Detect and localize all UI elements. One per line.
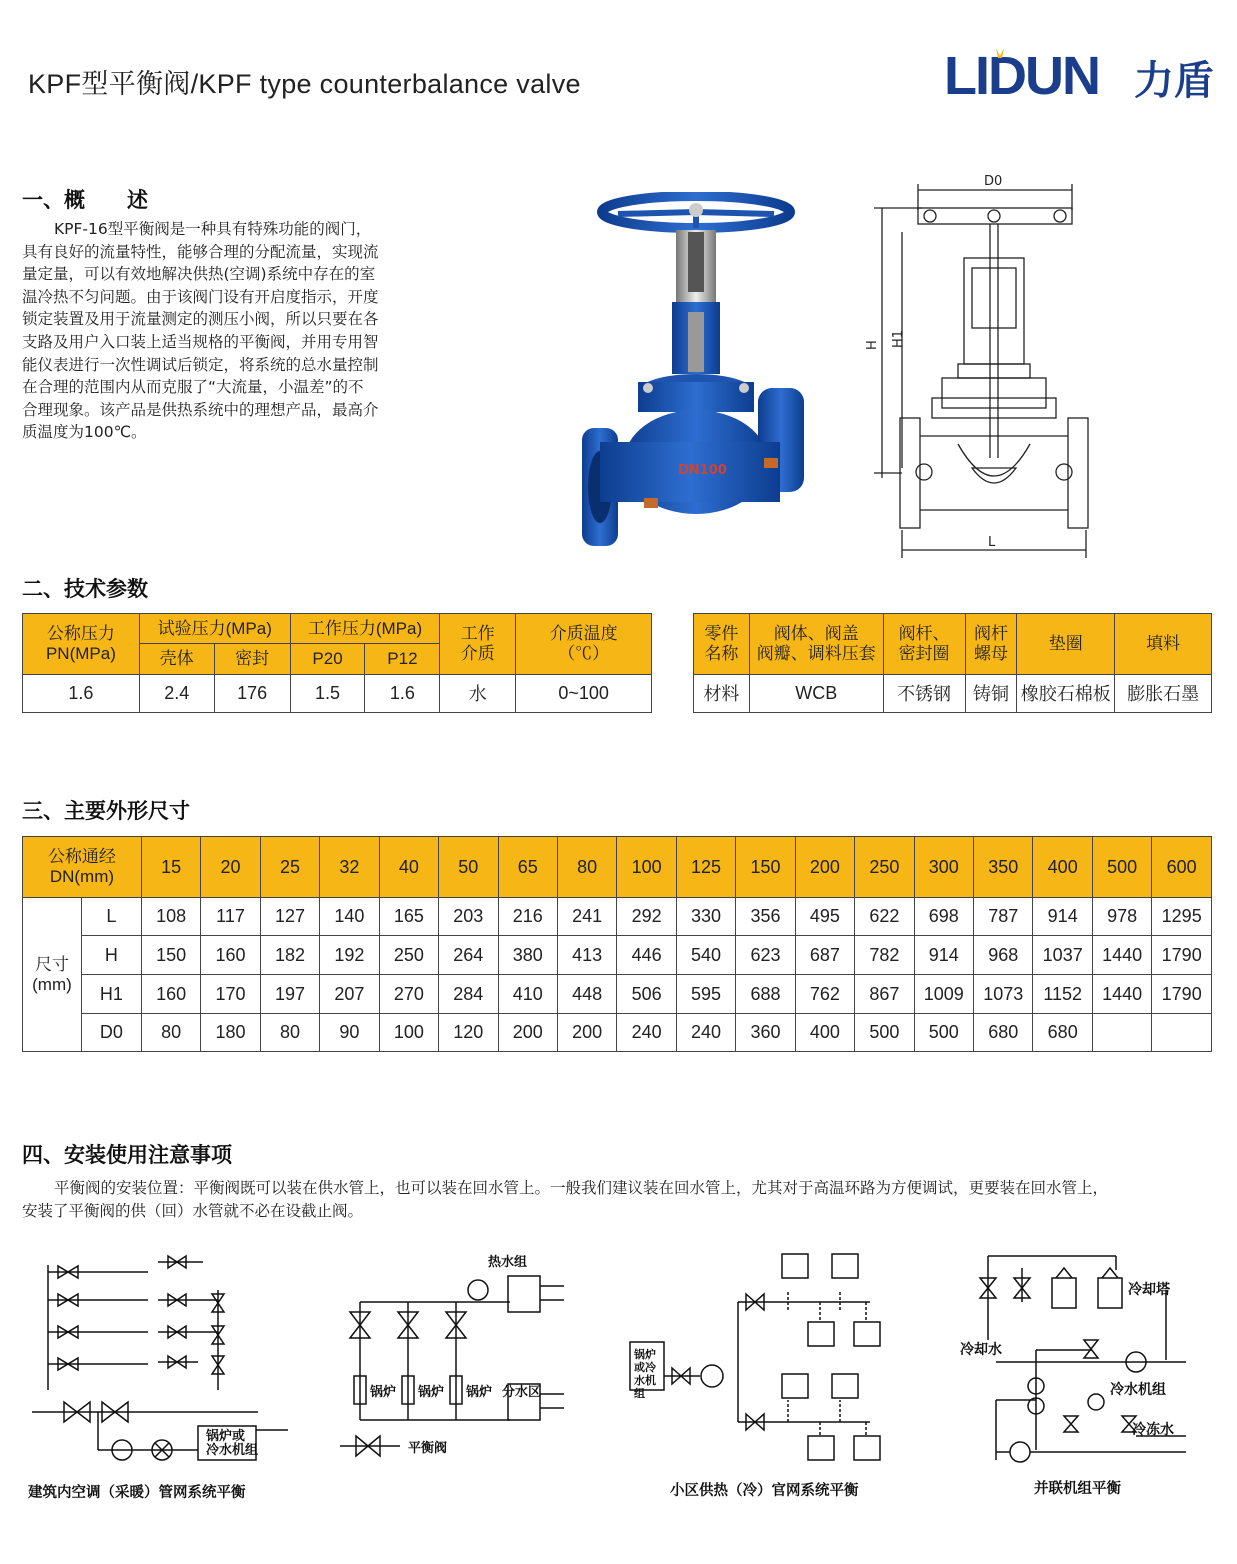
boiler1-label: 锅炉 bbox=[370, 1385, 397, 1400]
dim-cell: 117 bbox=[201, 898, 260, 936]
dn-cell: 20 bbox=[201, 837, 260, 898]
dim-cell: 356 bbox=[736, 898, 795, 936]
dn-cell: 200 bbox=[795, 837, 854, 898]
dim-cell: 1037 bbox=[1033, 936, 1092, 975]
dim-cell: 1073 bbox=[974, 975, 1033, 1014]
dim-cell: 688 bbox=[736, 975, 795, 1014]
dim-cell: 380 bbox=[498, 936, 557, 975]
dim-cell: 240 bbox=[617, 1014, 676, 1052]
value-p20: 1.5 bbox=[290, 674, 365, 712]
value-p12: 1.6 bbox=[365, 674, 440, 712]
d1-box-label: 锅炉或 bbox=[206, 1429, 246, 1444]
dn-cell: 125 bbox=[676, 837, 735, 898]
dim-cell: 182 bbox=[260, 936, 319, 975]
dim-cell: 330 bbox=[676, 898, 735, 936]
dim-cell: 698 bbox=[914, 898, 973, 936]
dn-cell: 250 bbox=[855, 837, 914, 898]
value-medium: 水 bbox=[440, 674, 516, 712]
valve-dimension-drawing bbox=[862, 168, 1092, 560]
dim-row-name: L bbox=[81, 898, 141, 936]
dim-cell: 867 bbox=[855, 975, 914, 1014]
dim-cell: 762 bbox=[795, 975, 854, 1014]
label-h1: H1 bbox=[891, 329, 906, 348]
diagram-district-heating bbox=[620, 1250, 890, 1470]
dim-cell: 978 bbox=[1092, 898, 1151, 936]
seal-header: 密封 bbox=[214, 644, 290, 674]
gasket-header: 垫圈 bbox=[1017, 614, 1115, 675]
dim-cell: 413 bbox=[557, 936, 616, 975]
boiler3-label: 锅炉 bbox=[466, 1385, 493, 1400]
p20-header: P20 bbox=[290, 644, 365, 674]
dim-cell: 80 bbox=[141, 1014, 200, 1052]
dn-header: 公称通经 DN(mm) bbox=[23, 837, 142, 898]
dim-cell: 595 bbox=[676, 975, 735, 1014]
install-line: 平衡阀的安装位置：平衡阀既可以装在供水管上，也可以装在回水管上。一般我们建议装在回水管上，尤其对于高温环路为方便调试，更要装在回水管上， bbox=[54, 1179, 1109, 1197]
diagram-parallel-units bbox=[956, 1250, 1206, 1470]
dn-cell: 50 bbox=[439, 837, 498, 898]
dim-cell: 216 bbox=[498, 898, 557, 936]
packing-header: 填料 bbox=[1115, 614, 1212, 675]
dim-cell: 360 bbox=[736, 1014, 795, 1052]
p12-header: P12 bbox=[365, 644, 440, 674]
overview-heading: 一、概 述 bbox=[22, 188, 148, 212]
value-shell: 2.4 bbox=[139, 674, 214, 712]
diagram3-caption: 小区供热（冷）官网系统平衡 bbox=[670, 1483, 859, 1499]
dim-cell: 100 bbox=[379, 1014, 438, 1052]
dim-cell: 240 bbox=[676, 1014, 735, 1052]
overview-line: 锁定装置及用于流量测定的测压小阀，所以只要在各 bbox=[22, 310, 379, 329]
svg-text:LIDUN: LIDUN bbox=[944, 46, 1099, 104]
overview-line: KPF-16型平衡阀是一种具有特殊功能的阀门， bbox=[54, 220, 372, 238]
dim-cell: 203 bbox=[439, 898, 498, 936]
pn-header: 公称压力 PN(MPa) bbox=[23, 614, 140, 675]
dim-cell: 1152 bbox=[1033, 975, 1092, 1014]
dn-cell: 100 bbox=[617, 837, 676, 898]
dim-cell: 1440 bbox=[1092, 975, 1151, 1014]
dn-cell: 500 bbox=[1092, 837, 1151, 898]
material-stem: 不锈钢 bbox=[883, 674, 965, 712]
dim-cell: 410 bbox=[498, 975, 557, 1014]
size-label: 尺寸 (mm) bbox=[23, 898, 82, 1052]
dim-cell: 968 bbox=[974, 936, 1033, 975]
diagram-boiler-system bbox=[330, 1250, 580, 1470]
dim-cell: 500 bbox=[914, 1014, 973, 1052]
dim-cell: 197 bbox=[260, 975, 319, 1014]
pressure-table bbox=[22, 613, 652, 713]
cooling-water-label: 冷却水 bbox=[960, 1342, 1002, 1358]
dim-cell: 270 bbox=[379, 975, 438, 1014]
value-temp: 0~100 bbox=[516, 674, 652, 712]
hot-group-label: 热水组 bbox=[488, 1255, 528, 1270]
dimension-table bbox=[22, 836, 1212, 1052]
material-table bbox=[693, 613, 1212, 713]
dim-cell: 108 bbox=[141, 898, 200, 936]
dim-cell: 150 bbox=[141, 936, 200, 975]
label-d0: D0 bbox=[984, 174, 1003, 189]
svg-text:DN100: DN100 bbox=[678, 463, 727, 478]
dim-cell: 787 bbox=[974, 898, 1033, 936]
dim-cell: 446 bbox=[617, 936, 676, 975]
chiller-label: 冷水机组 bbox=[1110, 1382, 1166, 1398]
overview-line: 具有良好的流量特性，能够合理的分配流量，实现流 bbox=[22, 242, 379, 261]
medium-header: 工作 介质 bbox=[440, 614, 516, 675]
dim-cell: 506 bbox=[617, 975, 676, 1014]
dim-cell: 680 bbox=[974, 1014, 1033, 1052]
material-packing: 膨胀石墨 bbox=[1115, 674, 1212, 712]
body-header: 阀体、阀盖 阀瓣、调料压套 bbox=[749, 614, 883, 675]
dn-cell: 400 bbox=[1033, 837, 1092, 898]
dim-cell: 1790 bbox=[1152, 975, 1212, 1014]
dim-cell: 200 bbox=[498, 1014, 557, 1052]
part-name-header: 零件 名称 bbox=[694, 614, 750, 675]
dim-cell: 448 bbox=[557, 975, 616, 1014]
dim-cell: 680 bbox=[1033, 1014, 1092, 1052]
dim-cell: 540 bbox=[676, 936, 735, 975]
dim-cell: 170 bbox=[201, 975, 260, 1014]
overview-line: 量定量，可以有效地解决供热(空调)系统中存在的室 bbox=[22, 265, 376, 284]
dim-cell: 495 bbox=[795, 898, 854, 936]
dim-cell: 160 bbox=[141, 975, 200, 1014]
dn-cell: 25 bbox=[260, 837, 319, 898]
cooling-tower-label: 冷却塔 bbox=[1128, 1282, 1170, 1298]
dn-cell: 15 bbox=[141, 837, 200, 898]
dim-cell: 180 bbox=[201, 1014, 260, 1052]
dim-cell: 120 bbox=[439, 1014, 498, 1052]
dim-cell: 90 bbox=[320, 1014, 379, 1052]
diagram4-caption: 并联机组平衡 bbox=[1034, 1481, 1121, 1497]
dim-cell: 160 bbox=[201, 936, 260, 975]
dim-cell: 241 bbox=[557, 898, 616, 936]
dn-cell: 32 bbox=[320, 837, 379, 898]
temp-header: 介质温度 （℃） bbox=[516, 614, 652, 675]
dim-cell: 264 bbox=[439, 936, 498, 975]
dims-heading: 三、主要外形尺寸 bbox=[22, 799, 190, 823]
test-pressure-header: 试验压力(MPa) bbox=[139, 614, 290, 644]
dim-row-name: H bbox=[81, 936, 141, 975]
svg-text:锅炉 或冷 水机 组: 锅炉 或冷 水机 组 bbox=[634, 1348, 656, 1400]
dim-cell: 165 bbox=[379, 898, 438, 936]
svg-text:力盾: 力盾 bbox=[1134, 58, 1214, 104]
material-label: 材料 bbox=[694, 674, 750, 712]
lidun-logo bbox=[944, 44, 1220, 104]
overview-line: 质温度为100℃。 bbox=[22, 423, 147, 442]
dim-row-name: D0 bbox=[81, 1014, 141, 1052]
dim-cell: 200 bbox=[557, 1014, 616, 1052]
work-pressure-header: 工作压力(MPa) bbox=[290, 614, 440, 644]
zone-label: 分水区 bbox=[502, 1385, 542, 1400]
dn-cell: 350 bbox=[974, 837, 1033, 898]
install-text bbox=[22, 1177, 1222, 1222]
valve-photo bbox=[578, 192, 812, 554]
dim-cell: 622 bbox=[855, 898, 914, 936]
dim-cell: 192 bbox=[320, 936, 379, 975]
install-heading: 四、安装使用注意事项 bbox=[22, 1143, 232, 1167]
overview-line: 温冷热不匀问题。由于该阀门设有开启度指示，开度 bbox=[22, 287, 379, 306]
dn-cell: 600 bbox=[1152, 837, 1212, 898]
label-l: L bbox=[988, 535, 996, 550]
dim-cell: 914 bbox=[1033, 898, 1092, 936]
dim-cell: 914 bbox=[914, 936, 973, 975]
dim-cell: 687 bbox=[795, 936, 854, 975]
overview-line: 在合理的范围内从而克服了“大流量，小温差”的不 bbox=[22, 378, 364, 397]
label-h: H bbox=[865, 340, 880, 350]
value-pn: 1.6 bbox=[23, 674, 140, 712]
material-gasket: 橡胶石棉板 bbox=[1017, 674, 1115, 712]
dim-cell: 250 bbox=[379, 936, 438, 975]
dim-cell: 284 bbox=[439, 975, 498, 1014]
overview-text bbox=[22, 218, 432, 444]
d3-box-label: 锅炉 bbox=[634, 1348, 656, 1361]
dn-cell: 80 bbox=[557, 837, 616, 898]
diagram1-caption: 建筑内空调（采暖）管网系统平衡 bbox=[28, 1485, 246, 1501]
value-seal: 176 bbox=[214, 674, 290, 712]
material-stem-nut: 铸铜 bbox=[965, 674, 1017, 712]
material-body: WCB bbox=[749, 674, 883, 712]
dn-cell: 40 bbox=[379, 837, 438, 898]
tech-heading: 二、技术参数 bbox=[22, 577, 148, 601]
balance-valve-label: 平衡阀 bbox=[408, 1441, 448, 1456]
dim-cell: 623 bbox=[736, 936, 795, 975]
overview-line: 能仪表进行一次性调试后锁定，将系统的总水量控制 bbox=[22, 355, 379, 374]
stem-nut-header: 阀杆 螺母 bbox=[965, 614, 1017, 675]
dim-cell: 1009 bbox=[914, 975, 973, 1014]
svg-text:锅炉或 冷水机组: 锅炉或 冷水机组 bbox=[206, 1429, 259, 1458]
dim-cell bbox=[1092, 1014, 1151, 1052]
dim-cell: 80 bbox=[260, 1014, 319, 1052]
dim-cell: 127 bbox=[260, 898, 319, 936]
dn-cell: 65 bbox=[498, 837, 557, 898]
install-line: 安装了平衡阀的供（回）水管就不必在设截止阀。 bbox=[22, 1201, 364, 1220]
chilled-water-label: 冷冻水 bbox=[1132, 1422, 1174, 1438]
shell-header: 壳体 bbox=[139, 644, 214, 674]
dim-cell: 400 bbox=[795, 1014, 854, 1052]
dn-cell: 150 bbox=[736, 837, 795, 898]
dim-cell: 207 bbox=[320, 975, 379, 1014]
dim-cell: 1295 bbox=[1152, 898, 1212, 936]
dim-row-name: H1 bbox=[81, 975, 141, 1014]
dim-cell: 292 bbox=[617, 898, 676, 936]
boiler2-label: 锅炉 bbox=[418, 1385, 445, 1400]
diagram-building-hvac bbox=[28, 1250, 308, 1470]
dim-cell: 782 bbox=[855, 936, 914, 975]
overview-line: 合理现象。该产品是供热系统中的理想产品，最高介 bbox=[22, 400, 379, 419]
page-title: KPF型平衡阀/KPF type counterbalance valve bbox=[28, 69, 581, 99]
overview-line: 支路及用户入口装上适当规格的平衡阀，并用专用智 bbox=[22, 332, 379, 351]
dn-cell: 300 bbox=[914, 837, 973, 898]
dim-cell: 500 bbox=[855, 1014, 914, 1052]
dim-cell: 140 bbox=[320, 898, 379, 936]
stem-header: 阀杆、 密封圈 bbox=[883, 614, 965, 675]
dim-cell: 1790 bbox=[1152, 936, 1212, 975]
dim-cell: 1440 bbox=[1092, 936, 1151, 975]
dim-cell bbox=[1152, 1014, 1212, 1052]
